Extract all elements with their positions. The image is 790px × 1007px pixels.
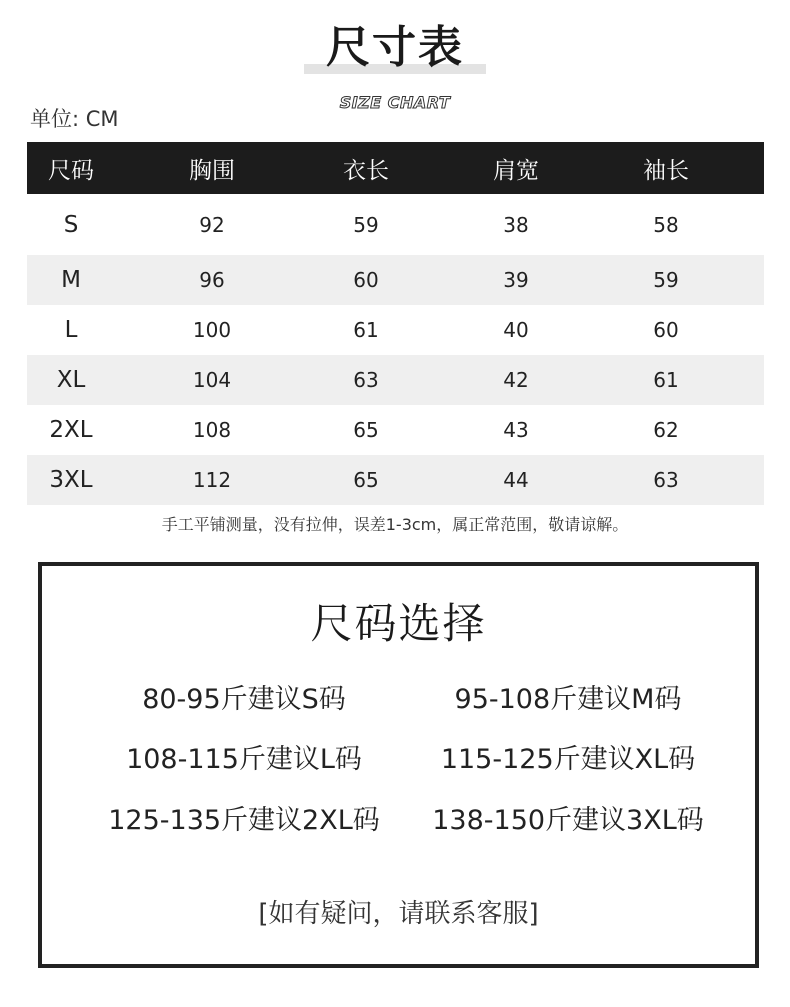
shoulder-cell: 39	[503, 268, 529, 292]
page-title: 尺寸表	[326, 22, 464, 73]
size-cell: 2XL	[49, 417, 93, 443]
column-header-size: 尺码	[48, 157, 94, 184]
sleeve-cell: 62	[653, 418, 679, 442]
shoulder-cell: 44	[503, 468, 529, 492]
recommendation-2xl: 125-135斤建议2XL码	[108, 805, 380, 836]
table-row	[27, 405, 764, 455]
length-cell: 63	[353, 368, 379, 392]
length-cell: 60	[353, 268, 379, 292]
chest-cell: 96	[199, 268, 225, 292]
column-header-shoulder: 肩宽	[493, 157, 539, 184]
chest-cell: 108	[192, 418, 232, 442]
table-row	[27, 255, 764, 305]
shoulder-cell: 43	[503, 418, 529, 442]
chest-cell: 112	[192, 468, 232, 492]
column-header-length: 衣长	[343, 157, 389, 184]
table-row	[27, 305, 764, 355]
table-row	[27, 355, 764, 405]
shoulder-cell: 38	[503, 212, 529, 237]
size-selection-box	[38, 562, 759, 968]
size-cell: S	[63, 211, 79, 238]
recommendation-xl: 115-125斤建议XL码	[440, 744, 696, 775]
length-cell: 61	[353, 318, 379, 342]
size-cell: L	[64, 317, 78, 343]
chest-cell: 100	[192, 318, 232, 342]
length-cell: 65	[353, 418, 379, 442]
recommendation-s: 80-95斤建议S码	[142, 684, 346, 715]
table-body	[27, 194, 764, 505]
size-selection-title: 尺码选择	[310, 599, 487, 648]
size-cell: XL	[56, 367, 86, 393]
table-row	[27, 455, 764, 505]
table-row	[27, 194, 764, 255]
shoulder-cell: 42	[503, 368, 529, 392]
column-header-sleeve: 袖长	[643, 157, 689, 184]
sleeve-cell: 61	[653, 368, 679, 392]
recommendation-l: 108-115斤建议L码	[126, 744, 362, 775]
table-header-row	[27, 142, 764, 194]
measurement-note: 手工平铺测量，没有拉伸，误差1-3cm，属正常范围，敬请谅解。	[161, 515, 629, 534]
size-cell: M	[61, 267, 81, 293]
shoulder-cell: 40	[503, 318, 529, 342]
recommendation-3xl: 138-150斤建议3XL码	[432, 805, 704, 836]
page-subtitle: SIZE CHART	[339, 93, 451, 112]
sleeve-cell: 59	[653, 268, 679, 292]
chest-cell: 104	[192, 368, 232, 392]
length-cell: 65	[353, 468, 379, 492]
recommendation-m: 95-108斤建议M码	[454, 684, 682, 715]
size-cell: 3XL	[49, 467, 93, 493]
sleeve-cell: 58	[653, 212, 679, 237]
sleeve-cell: 63	[653, 468, 679, 492]
length-cell: 59	[353, 212, 379, 237]
sleeve-cell: 60	[653, 318, 679, 342]
contact-note: [如有疑问，请联系客服]	[258, 899, 539, 929]
column-header-chest: 胸围	[189, 157, 235, 184]
unit-label: 单位: CM	[30, 107, 119, 131]
chest-cell: 92	[199, 212, 225, 237]
size-table	[27, 142, 764, 505]
